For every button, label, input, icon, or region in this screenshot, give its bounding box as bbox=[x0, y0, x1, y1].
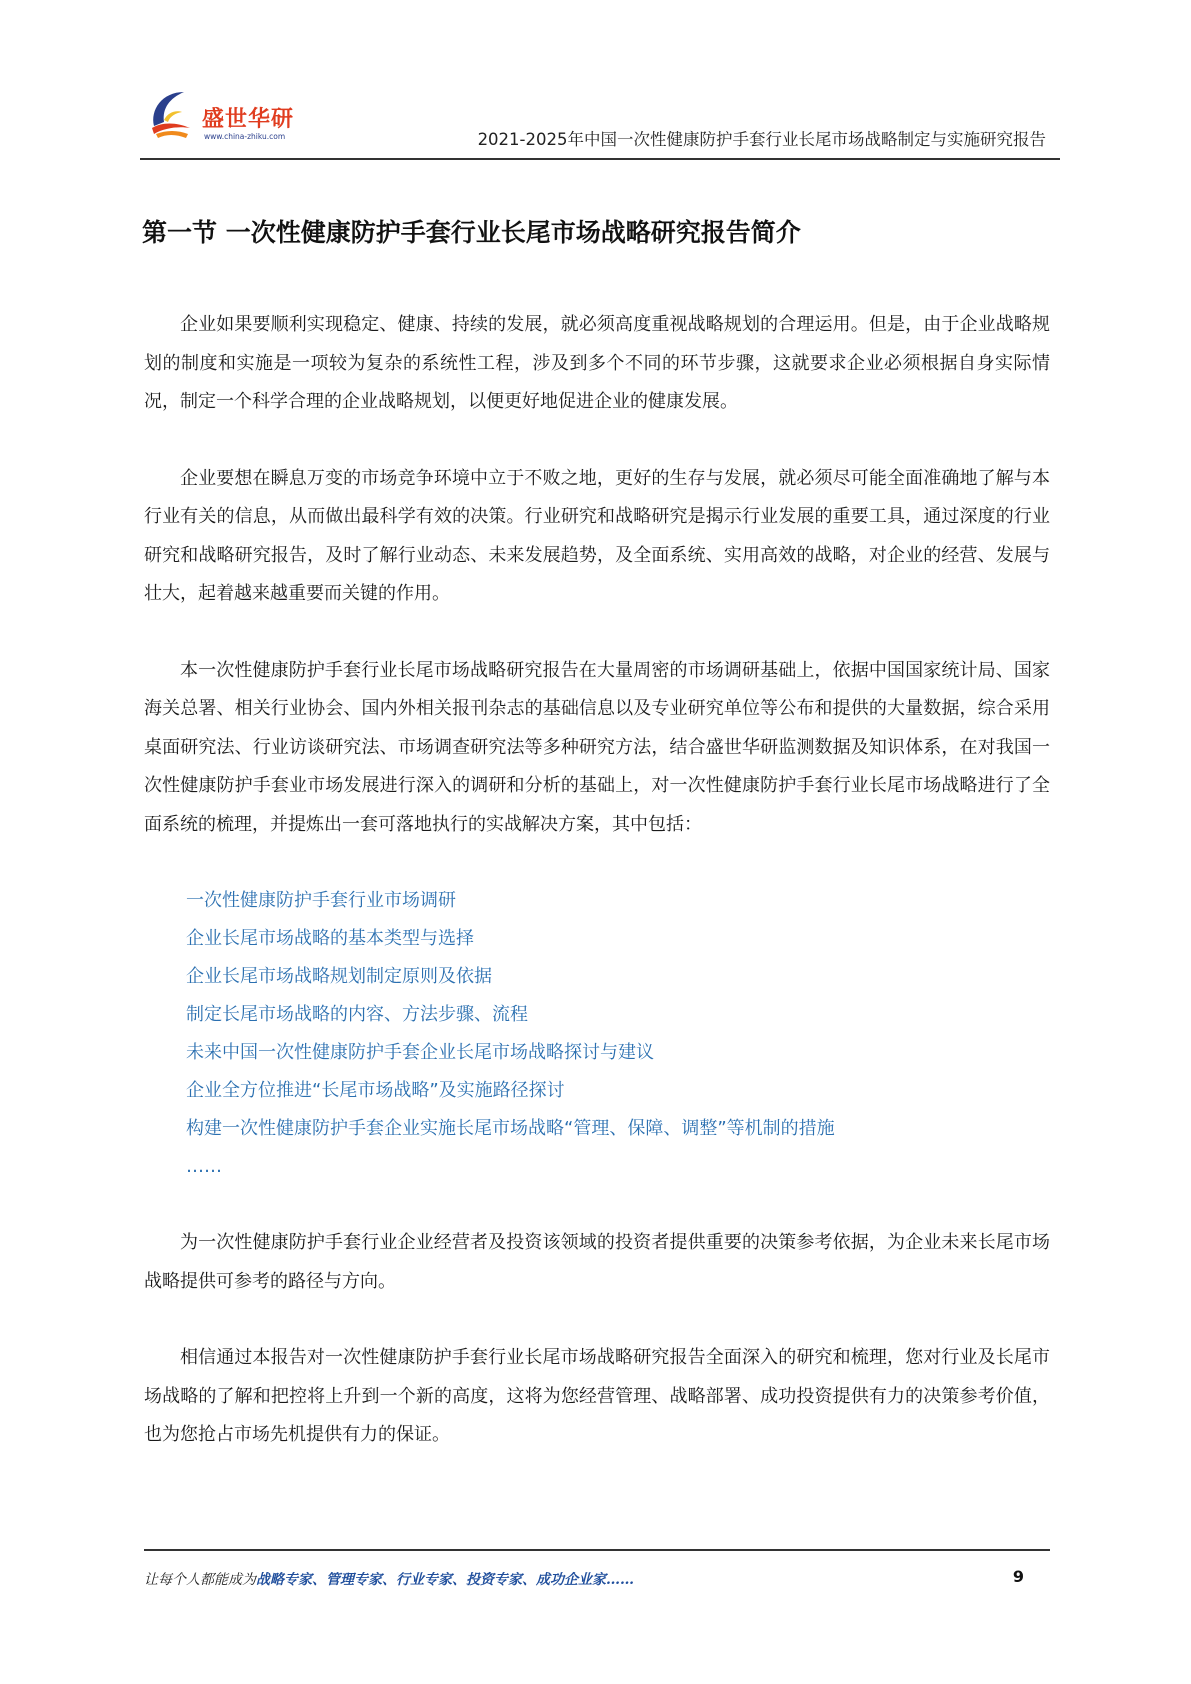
paragraph: 为一次性健康防护手套行业企业经营者及投资该领域的投资者提供重要的决策参考依据，为企业未来长尾市场战略提供可参考的路径与方向。 bbox=[144, 1232, 1050, 1292]
paragraph: 企业要想在瞬息万变的市场竞争环境中立于不败之地，更好的生存与发展，就必须尽可能全面准确地了解与本行业有关的信息，从而做出最科学有效的决策。行业研究和战略研究是揭示行业发展的重要工具，通过深度的行业研究和战略研究报告，及时了解行业动态、未来发展趋势，及全面系统、实用高效的战略，对企业的经营、发展与壮大，起着越来越重要而关键的作用。 bbox=[144, 467, 1050, 604]
contents-item[interactable]: 企业全方位推进“长尾市场战略”及实施路径探讨 bbox=[186, 1080, 565, 1101]
paragraph: 本一次性健康防护手套行业长尾市场战略研究报告在大量周密的市场调研基础上，依据中国国家统计局、国家海关总署、相关行业协会、国内外相关报刊杂志的基础信息以及专业研究单位等公布和提供的大量数据，综合采用桌面研究法、行业访谈研究法、市场调查研究法等多种研究方法，结合盛世华研监测数据及知识体系，在对我国一次性健康防护手套业市场发展进行深入的调研和分析的基础上，对一次性健康防护手套行业长尾市场战略进行了全面系统的梳理，并提炼出一套可落地执行的实战解决方案，其中包括： bbox=[144, 659, 1050, 835]
slogan-prefix: 让每个人都能成为 bbox=[144, 1572, 256, 1588]
contents-ellipsis: …… bbox=[186, 1156, 222, 1177]
contents-list bbox=[144, 882, 1050, 1186]
contents-item[interactable]: 企业长尾市场战略规划制定原则及依据 bbox=[186, 966, 492, 987]
footer-slogan bbox=[144, 1569, 634, 1589]
contents-item[interactable]: 一次性健康防护手套行业市场调研 bbox=[186, 890, 456, 911]
page-footer bbox=[144, 1569, 1050, 1593]
contents-item[interactable]: 构建一次性健康防护手套企业实施长尾市场战略“管理、保障、调整”等机制的措施 bbox=[186, 1118, 835, 1139]
page-header bbox=[140, 80, 1060, 160]
contents-item[interactable]: 企业长尾市场战略的基本类型与选择 bbox=[186, 928, 474, 949]
contents-item[interactable]: 制定长尾市场战略的内容、方法步骤、流程 bbox=[186, 1004, 528, 1025]
paragraph: 相信通过本报告对一次性健康防护手套行业长尾市场战略研究报告全面深入的研究和梳理，您对行业及长尾市场战略的了解和把控将上升到一个新的高度，这将为您经营管理、战略部署、成功投资提供有力的决策参考价值，也为您抢占市场先机提供有力的保证。 bbox=[144, 1347, 1050, 1445]
page-number: 9 bbox=[1012, 1567, 1024, 1586]
logo-name: 盛世华研 bbox=[202, 107, 295, 132]
body-content bbox=[144, 306, 1050, 1493]
report-title: 2021-2025年中国一次性健康防护手套行业长尾市场战略制定与实施研究报告 bbox=[477, 130, 1046, 149]
company-logo bbox=[140, 82, 310, 152]
contents-item[interactable]: 未来中国一次性健康防护手套企业长尾市场战略探讨与建议 bbox=[186, 1042, 654, 1063]
footer-divider bbox=[144, 1549, 1050, 1551]
logo-url: www.china-zhiku.com bbox=[204, 132, 286, 141]
logo-emblem-icon bbox=[140, 82, 204, 146]
paragraph: 企业如果要顺利实现稳定、健康、持续的发展，就必须高度重视战略规划的合理运用。但是，由于企业战略规划的制度和实施是一项较为复杂的系统性工程，涉及到多个不同的环节步骤，这就要求企业必须根据自身实际情况，制定一个科学合理的企业战略规划，以便更好地促进企业的健康发展。 bbox=[144, 314, 1050, 412]
section-title: 第一节 一次性健康防护手套行业长尾市场战略研究报告简介 bbox=[142, 218, 801, 247]
slogan-highlight: 战略专家、管理专家、行业专家、投资专家、成功企业家…… bbox=[256, 1572, 634, 1588]
